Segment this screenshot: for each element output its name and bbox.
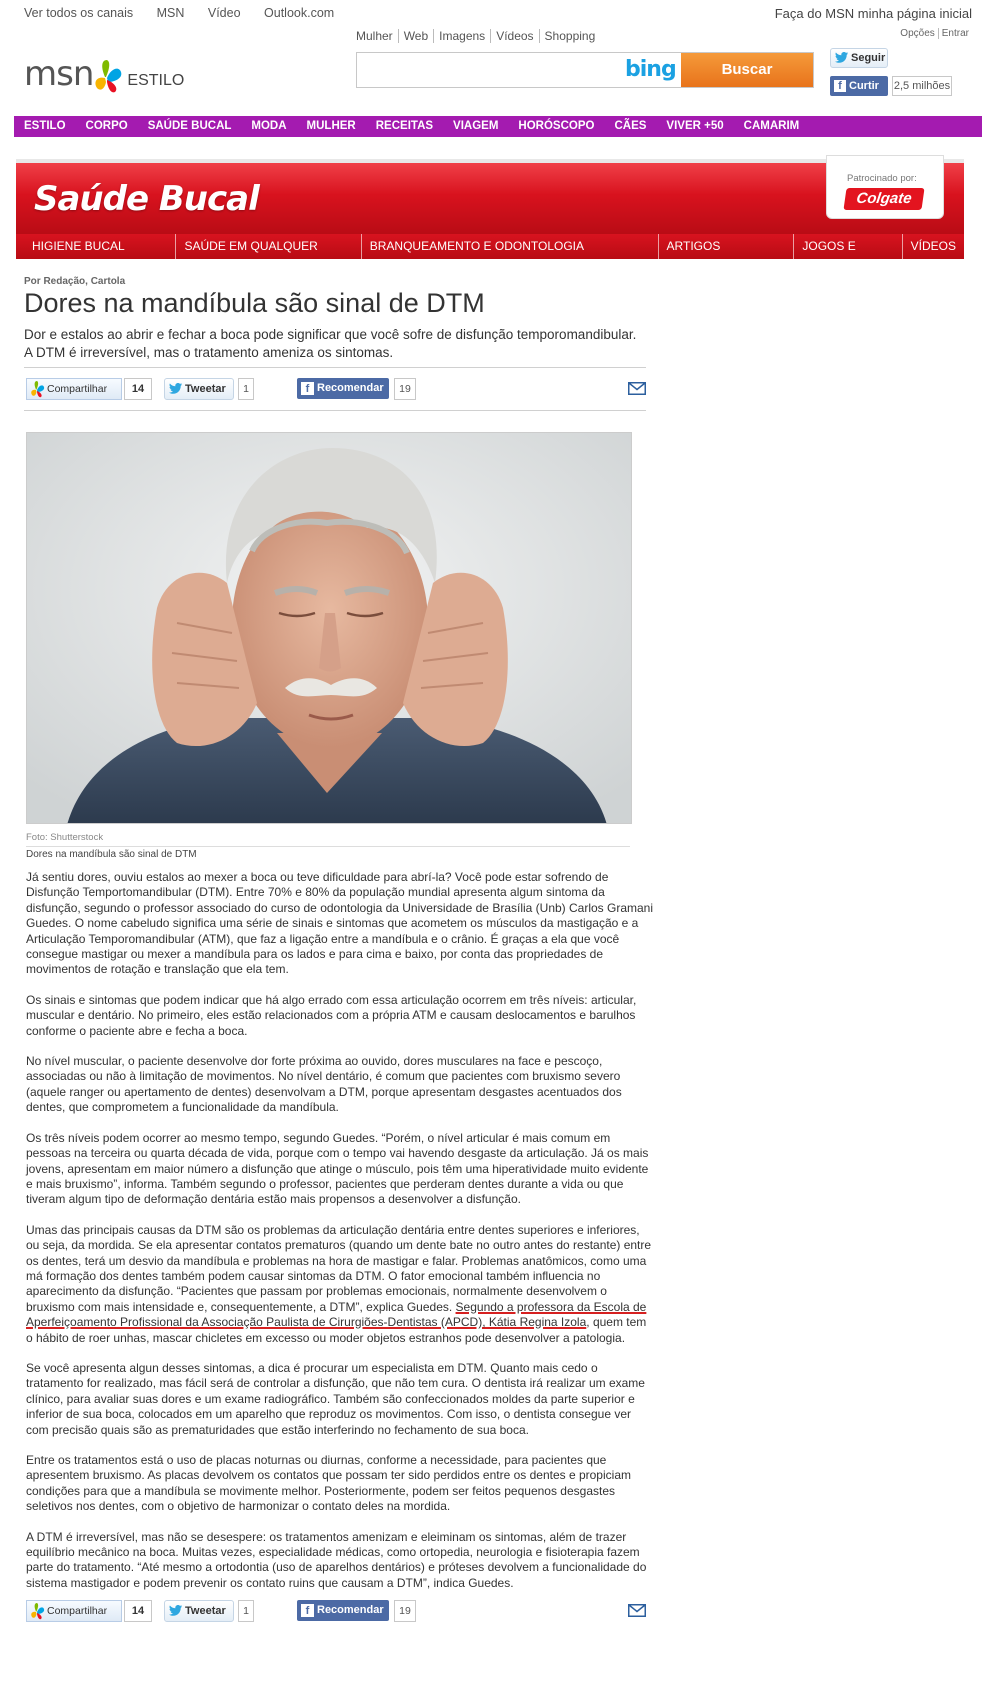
sponsor-box[interactable]	[826, 155, 944, 219]
share-button[interactable]	[26, 378, 122, 400]
section-banner	[16, 159, 964, 234]
caption-divider	[26, 846, 630, 847]
photo-caption: Dores na mandíbula são sinal de DTM	[26, 849, 197, 860]
facebook-icon: f	[834, 80, 846, 92]
recommend-label: Recomendar	[317, 1604, 384, 1616]
recommend-count: 19	[394, 1600, 416, 1622]
recommend-label: Recomendar	[317, 382, 384, 394]
article-paragraph: Já sentiu dores, ouviu estalos ao mexer a boca ou teve dificuldade para abrí-la? Você pode estar sofrendo de Disfunção Temportomandibular (DTM). Entre 70% e 80% da população mundial apresenta algum sintoma da disfunção, segundo o professor associado do curso de odontologia da Universidade de Brasília (Unb) Carlos Gramani Guedes. O nome cabeludo significa uma série de sinais e sintomas que acometem os músculos da mastigação e a Articulação Temporomandibular (ATM), que faz a ligação entre a mandíbula e o crânio. É graças a ela que você consegue mastigar ou mexer a mandíbula para os lados e para cima e baixo, por conta das propriedades de movimentos de rotação e translação que ela tem.	[26, 870, 654, 977]
msn-butterfly-icon	[91, 58, 123, 94]
search-box	[356, 52, 814, 88]
follow-label: Seguir	[851, 52, 886, 64]
tweet-label: Tweetar	[185, 1605, 226, 1617]
nav-item-mulher[interactable]: MULHER	[306, 120, 356, 132]
section-name: ESTILO	[127, 72, 185, 89]
facebook-recommend-button[interactable]	[297, 378, 389, 399]
article-byline: Por Redação, Cartola	[24, 276, 126, 287]
tweet-button[interactable]	[164, 378, 234, 400]
twitter-bird-icon	[169, 1605, 182, 1616]
subnav-item-videos[interactable]: VÍDEOS	[910, 239, 957, 253]
top-bar	[0, 0, 986, 28]
tweet-label: Tweetar	[185, 383, 226, 395]
share-count: 14	[124, 1600, 152, 1622]
photo-credit: Foto: Shutterstock	[26, 832, 104, 843]
tweet-button[interactable]	[164, 1600, 234, 1622]
tweet-count: 1	[238, 378, 254, 400]
msn-butterfly-icon	[29, 380, 45, 398]
search-scope-tabs	[356, 29, 600, 43]
article-summary: Dor e estalos ao abrir e fechar a boca pode significar que você sofre de disfunção temporomandibular. A DTM é irreversível, mas o tratamento ameniza os sintomas.	[24, 327, 637, 360]
share-label: Compartilhar	[47, 383, 108, 395]
msn-butterfly-icon	[29, 1602, 45, 1620]
article-paragraph: Entre os tratamentos está o uso de placas noturnas ou diurnas, conforme a necessidade, para pacientes que apresentem bruxismo. As placas devolvem os contatos que possam ter sido perdidos entre os dentes e propiciam condições para que a mandíbula se movimente melhor. Posteriormente, podem ser feitos pequenos desgastes seletivos nos dentes, com o objetivo de harmonizar o contato deles na mordida.	[26, 1453, 631, 1514]
nav-item-caes[interactable]: CÃES	[614, 120, 647, 132]
options-link[interactable]: Opções	[900, 28, 935, 39]
msn-wordmark: msn	[24, 54, 94, 94]
email-icon[interactable]	[628, 382, 646, 395]
like-label: Curtir	[849, 80, 879, 92]
article-paragraph: Se você apresenta algun desses sintomas, a dica é procurar um especialista em DTM. Quanto mais cedo o tratamento for realizado, mas fácil será de controlar a disfunção, que não tem cura. O dentista irá realizar um exame clínico, para avaliar suas dores e um exame radiográfico. Também são confeccionados moldes da parte superior e inferior de sua boca, colocados em um aparelho que reproduz os movimentos. Com isso, o dentista consegue ver com precisão quais são as prematuridades que estão interferindo no fechamento de sua boca.	[26, 1360, 645, 1437]
subnav-item-jogos[interactable]: JOGOS E GUIAS	[794, 234, 902, 259]
top-link-msn[interactable]: MSN	[156, 6, 185, 20]
share-button[interactable]	[26, 1600, 122, 1622]
facebook-icon: f	[301, 382, 314, 395]
bing-logo: bing	[625, 57, 676, 82]
banner-title[interactable]: Saúde Bucal	[34, 179, 259, 219]
article-photo	[26, 432, 632, 824]
top-link-outlook[interactable]: Outlook.com	[264, 6, 335, 20]
make-homepage-link[interactable]: Faça do MSN minha página inicial	[774, 6, 972, 21]
nav-item-moda[interactable]: MODA	[251, 120, 287, 132]
twitter-bird-icon	[835, 52, 848, 63]
nav-item-viver-50[interactable]: VIVER +50	[666, 120, 724, 132]
nav-item-camarim[interactable]: CAMARIM	[743, 120, 800, 132]
email-icon[interactable]	[628, 1604, 646, 1617]
nav-item-corpo[interactable]: CORPO	[85, 120, 128, 132]
highlighted-quote: Segundo a professora da Escola de Aperfeiçoamento Profissional da Associação Paulista de Cirurgiões-Dentistas (APCD), Kátia Regina Izola	[26, 1299, 647, 1330]
colgate-logo: Colgate	[843, 188, 924, 210]
nav-item-horoscopo[interactable]: HORÓSCOPO	[518, 120, 595, 132]
signin-link[interactable]: Entrar	[938, 28, 972, 39]
share-bar-bottom	[24, 1590, 646, 1634]
search-input[interactable]	[357, 53, 617, 87]
search-tab-shopping[interactable]: Shopping	[539, 29, 601, 43]
article-paragraph: A DTM é irreversível, mas não se desespere: os tratamentos amenizam e eleiminam os sintomas, além de trazer equilíbrio mecânico na boca. Muitas vezes, especialidade médicas, como ortopedia, neurologia e fisioterapia fazem parte do tratamento. “Até mesmo a ortodontia (uso de aparelhos dentários) e próteses devolvem a funcionalidade do sistema mastigador e podem prevenir os contato ruins que causam a DTM”, indica Guedes.	[26, 1529, 647, 1590]
msn-logo[interactable]	[24, 54, 185, 94]
nav-item-receitas[interactable]: RECEITAS	[375, 120, 434, 132]
paragraph-text: , quem tem o hábito de roer unhas, mascar chicletes em excesso ou moder objetos estranhos pode desenvolver a patologia.	[26, 1315, 647, 1345]
nav-item-viagem[interactable]: VIAGEM	[453, 120, 499, 132]
article-headline: Dores na mandíbula são sinal de DTM	[24, 288, 485, 318]
twitter-bird-icon	[169, 383, 182, 394]
search-tab-videos[interactable]: Vídeos	[490, 29, 538, 43]
top-links	[24, 6, 354, 20]
facebook-icon: f	[301, 1604, 314, 1617]
article-paragraph	[26, 1223, 656, 1346]
article-paragraph: No nível muscular, o paciente desenvolve dor forte próxima ao ouvido, dores musculares na face e pescoço, associadas ou não à limitação de movimentos. No nível dentário, é comum que pacientes com bruxismo severo (aquele ranger ou apertamento de dentes) desenvolvam a DTM, porque apresentam desgastes acentuados dos dentes, que comprometem a funcionalidade da mandíbula.	[26, 1054, 622, 1115]
twitter-follow-button[interactable]	[830, 48, 888, 68]
top-link-all-channels[interactable]: Ver todos os canais	[24, 6, 134, 20]
article-paragraph: Os sinais e sintomas que podem indicar que há algo errado com essa articulação ocorrem em três níveis: articular, muscular e dentário. No primeiro, eles estão relacionados com a própria ATM e causam deslocamentos e barulhos conforme o paciente abre e fecha a boca.	[26, 992, 637, 1038]
paragraph-text: Umas das principais causas da DTM são os problemas da articulação dentária entre dentes superiores e inferiores, ou seja, da mordida. Se ela apresentar contatos prematuros (quando um dente bate no outro antes do restante) entre os dentes, terá um desvio da mandíbula e problemas na hora de mastigar e falar. Problemas anatômicos, como uma má formação dos dentes também podem causar sintomas da DTM. O fator emocional também influencia no aparecimento da disfunção. “Pacientes que passam por problemas emocionais, normalmente desenvolvem o bruxismo com mais intensidade e, consequentemente, a DTM”, explica Guedes.	[26, 1222, 652, 1314]
subnav-item-higiene[interactable]: HIGIENE BUCAL BÁSICA	[16, 234, 176, 259]
share-bar-top	[24, 367, 646, 411]
main-nav	[14, 116, 982, 137]
subnav-item-artigos[interactable]: ARTIGOS RECENTES	[659, 234, 795, 259]
recommend-count: 19	[394, 378, 416, 400]
share-count: 14	[124, 378, 152, 400]
facebook-recommend-button[interactable]	[297, 1600, 389, 1621]
top-link-video[interactable]: Vídeo	[207, 6, 241, 20]
user-options	[897, 28, 972, 39]
like-count: 2,5 milhões	[892, 76, 952, 96]
tweet-count: 1	[238, 1600, 254, 1622]
nav-item-estilo[interactable]: ESTILO	[24, 120, 66, 132]
search-button[interactable]: Buscar	[681, 53, 813, 87]
search-tab-mulher[interactable]: Mulher	[356, 29, 393, 43]
share-label: Compartilhar	[47, 1605, 108, 1617]
sponsor-label: Patrocinado por:	[847, 173, 917, 184]
search-tab-web[interactable]: Web	[398, 29, 433, 43]
article-body	[26, 870, 656, 1606]
search-tab-images[interactable]: Imagens	[433, 29, 490, 43]
subnav-item-saude-idade[interactable]: SAÚDE EM QUALQUER IDADE	[176, 234, 361, 259]
section-sub-nav	[16, 234, 964, 278]
man-holding-jaw-photo	[27, 433, 632, 824]
nav-item-saude-bucal[interactable]: SAÚDE BUCAL	[147, 120, 232, 132]
facebook-like-button[interactable]	[830, 76, 888, 96]
subnav-item-branqueamento[interactable]: BRANQUEAMENTO E ODONTOLOGIA COSMÉTICA	[362, 234, 659, 259]
article-paragraph: Os três níveis podem ocorrer ao mesmo tempo, segundo Guedes. “Porém, o nível articular é mais comum em pessoas na terceira ou quarta década de vida, porque com o tempo vai havendo desgaste da articulação. Já os mais jovens, apresentam em maior número a disfunção que atinge o músculo, pois têm uma hiperatividade muito evidente e mais bruxismo”, informa. Também segundo o professor, pacientes que perderam dentes durante a vida ou que tiveram algum tipo de deformação dentária estão mais propensos a desenvolver a disfunção.	[26, 1130, 649, 1207]
